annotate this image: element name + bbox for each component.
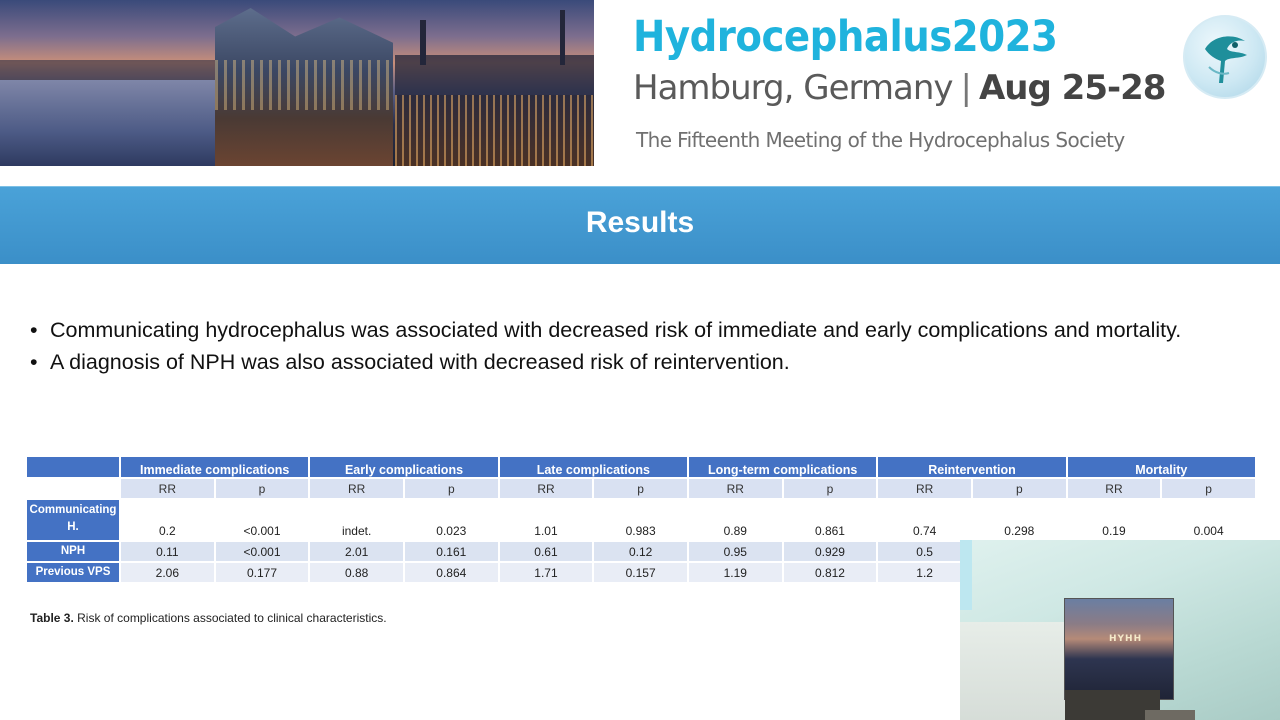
table-cell: <0.001	[215, 499, 310, 541]
row-label-line: H.	[67, 521, 79, 533]
table-subheader-row	[26, 478, 1256, 499]
row-label: NPH	[26, 541, 120, 562]
poster-text: HYHH	[1109, 634, 1143, 644]
table-cell: 0.61	[499, 541, 594, 562]
table-subheader-blank	[26, 478, 120, 499]
table-cell: 0.11	[120, 541, 215, 562]
group-header: Long-term complications	[688, 456, 877, 478]
table-cell: 0.19	[1067, 499, 1162, 541]
table-cell: 0.298	[972, 499, 1067, 541]
table-cell: 0.004	[1161, 499, 1256, 541]
skyline-left	[0, 60, 215, 80]
table-cell: 1.01	[499, 499, 594, 541]
hamburg-city-photo	[0, 0, 594, 166]
table-cell: 0.89	[688, 499, 783, 541]
group-header: Mortality	[1067, 456, 1256, 478]
row-label-line: Communicating	[29, 504, 117, 516]
speaker-webcam-overlay	[960, 540, 1280, 720]
table-cell: 0.157	[593, 562, 688, 583]
subheader-rr: RR	[499, 478, 594, 499]
webcam-floor	[960, 622, 1070, 720]
location-separator: |	[960, 68, 971, 108]
table-cell: 0.161	[404, 541, 499, 562]
results-bullet-list	[30, 315, 1210, 379]
group-header: Reintervention	[877, 456, 1066, 478]
subheader-rr: RR	[309, 478, 404, 499]
subheader-p: p	[1161, 478, 1256, 499]
table-caption	[30, 611, 387, 625]
society-logo-icon	[1183, 15, 1267, 99]
conference-dates: Aug 25-28	[978, 68, 1166, 108]
conference-location-line	[633, 68, 1165, 108]
table-cell: 0.983	[593, 499, 688, 541]
subheader-p: p	[215, 478, 310, 499]
section-title-band	[0, 186, 1280, 264]
table-cell: 2.06	[120, 562, 215, 583]
table-cell: 0.74	[877, 499, 972, 541]
table-corner-cell	[26, 456, 120, 478]
caption-label: Table 3.	[30, 611, 74, 625]
row-label: Previous VPS	[26, 562, 120, 583]
conference-location: Hamburg, Germany	[633, 68, 953, 108]
subheader-p: p	[783, 478, 878, 499]
webcam-wall	[960, 540, 972, 610]
table-cell: 1.71	[499, 562, 594, 583]
table-group-header-row	[26, 456, 1256, 478]
table-cell: 1.19	[688, 562, 783, 583]
table-cell: 0.864	[404, 562, 499, 583]
table-row	[26, 499, 1256, 541]
section-title: Results	[585, 206, 695, 239]
table-cell: 0.88	[309, 562, 404, 583]
table-cell: 0.95	[688, 541, 783, 562]
table-cell: <0.001	[215, 541, 310, 562]
bullet-item: • Communicating hydrocephalus was associated with decreased risk of immediate and early complications and mortality.	[30, 315, 1210, 345]
church-spire	[420, 20, 426, 65]
river-water	[0, 80, 220, 166]
table-cell: indet.	[309, 499, 404, 541]
group-header: Immediate complications	[120, 456, 309, 478]
table-cell: 0.023	[404, 499, 499, 541]
subheader-rr: RR	[877, 478, 972, 499]
table-cell: 0.2	[120, 499, 215, 541]
slide-header	[0, 0, 1280, 186]
table-cell: 0.12	[593, 541, 688, 562]
subheader-rr: RR	[1067, 478, 1162, 499]
conference-subtitle: The Fifteenth Meeting of the Hydrocephalus Society	[636, 128, 1125, 152]
table-cell: 0.177	[215, 562, 310, 583]
group-header: Early complications	[309, 456, 498, 478]
subheader-rr: RR	[688, 478, 783, 499]
row-label	[26, 499, 120, 541]
subheader-rr: RR	[120, 478, 215, 499]
conference-title: Hydrocephalus2023	[633, 12, 1058, 62]
group-header: Late complications	[499, 456, 688, 478]
table-cell: 0.5	[877, 541, 972, 562]
bullet-item: • A diagnosis of NPH was also associated with decreased risk of reintervention.	[30, 347, 1210, 377]
city-lights	[395, 95, 594, 166]
table-cell: 0.812	[783, 562, 878, 583]
conference-poster	[1064, 598, 1174, 700]
building-lights	[215, 60, 393, 110]
caption-text: Risk of complications associated to clinical characteristics.	[73, 611, 387, 625]
table-cell: 2.01	[309, 541, 404, 562]
subheader-p: p	[404, 478, 499, 499]
table-cell: 0.861	[783, 499, 878, 541]
subheader-p: p	[972, 478, 1067, 499]
table-cell: 0.929	[783, 541, 878, 562]
tv-tower	[560, 10, 565, 65]
table-cell: 1.2	[877, 562, 972, 583]
subheader-p: p	[593, 478, 688, 499]
webcam-shelf	[1145, 710, 1195, 720]
